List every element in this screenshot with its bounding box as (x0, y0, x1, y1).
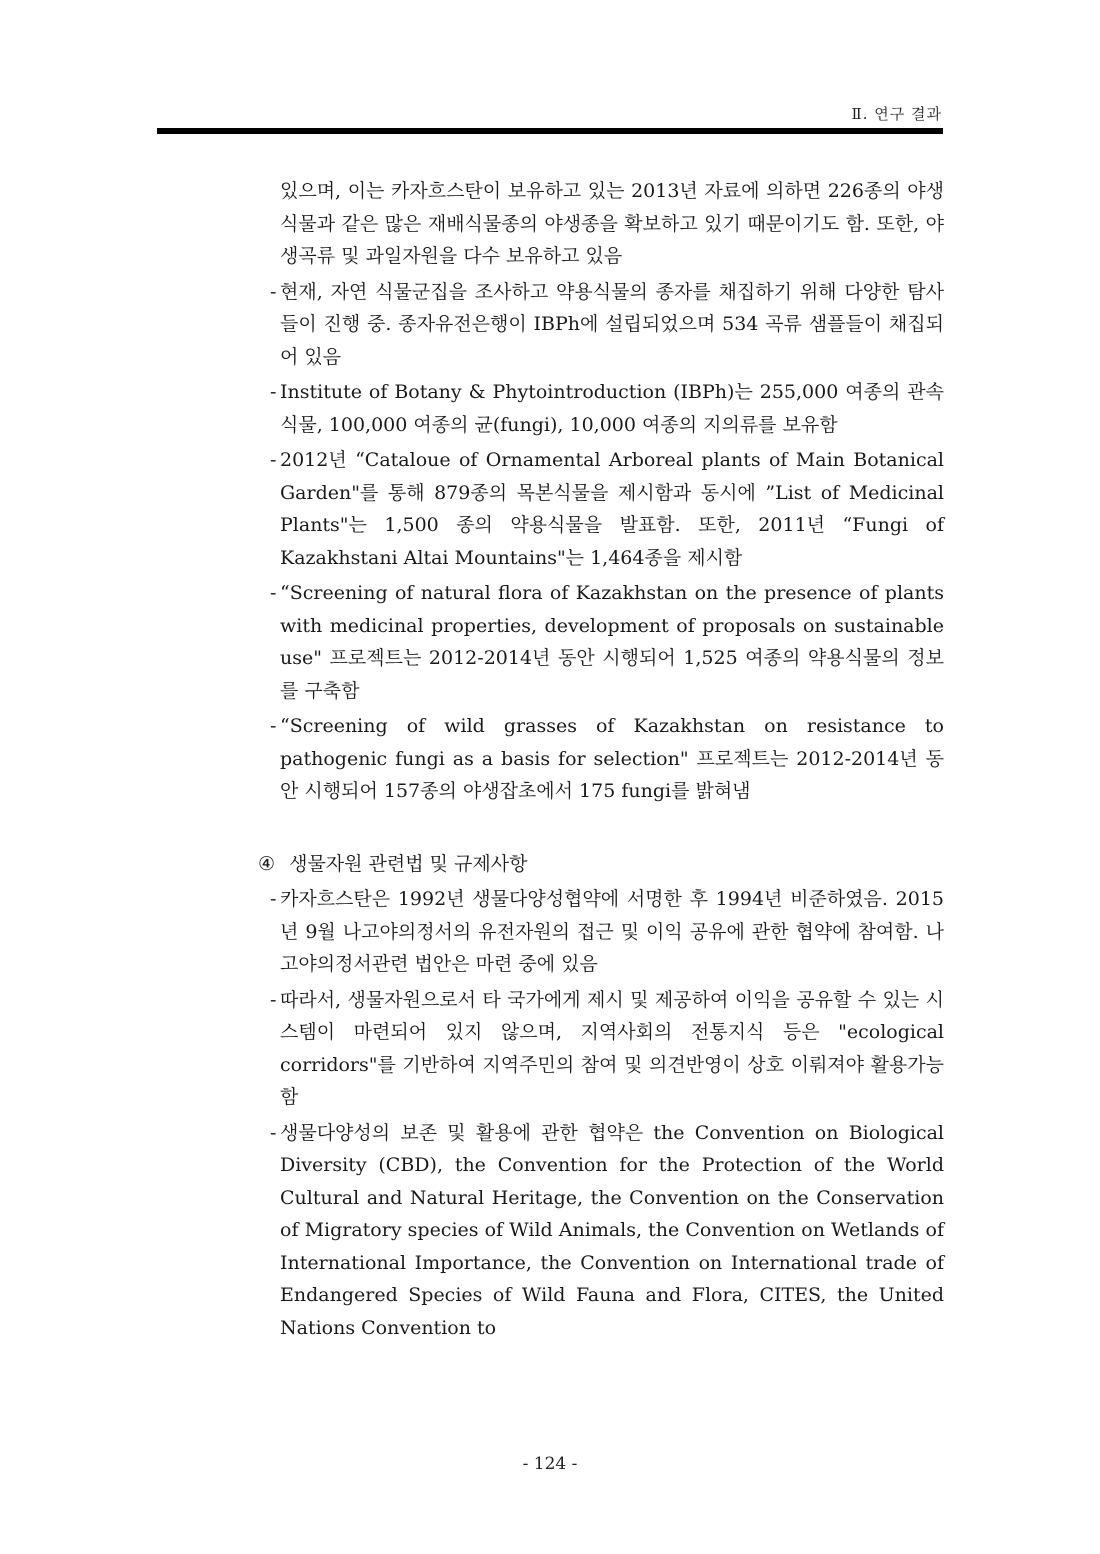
bullet-text: 카자흐스탄은 1992년 생물다양성협약에 서명한 후 1994년 비준하였음. 2015년 9월 나고야의정서의 유전자원의 접근 및 이익 공유에 관한 협약에 참여함. 나고야의정서관련 법안은 마련 중에 있음 (280, 888, 944, 975)
bullet-text: “Screening of natural flora of Kazakhstan on the presence of plants with medicinal properties, development of proposals on sustainable use" 프로젝트는 2012-2014년 동안 시행되어 1,525 여종의 약용식물의 정보를 구축함 (280, 582, 944, 702)
page-number: - 124 - (522, 1454, 578, 1474)
dash-marker: - (270, 888, 277, 910)
dash-marker: - (270, 1121, 277, 1144)
dash-marker: - (270, 381, 277, 403)
bullet-item (258, 444, 944, 574)
dash-marker: - (270, 449, 277, 471)
dash-marker: - (270, 280, 277, 303)
section-heading (258, 848, 944, 881)
bullet-text: Institute of Botany & Phytointroduction (IBPh)는 255,000 여종의 관속식물, 100,000 여종의 균(fungi), 10,000 여종의 지의류를 보유함 (280, 381, 944, 436)
bullet-text: 현재, 자연 식물군집을 조사하고 약용식물의 종자를 채집하기 위해 다양한 탐사들이 진행 중. 종자유전은행이 IBPh에 설립되었으며 534 곡류 샘플들이 채집되어 있음 (280, 280, 944, 368)
section-number: ④ (258, 852, 276, 875)
header-rule (157, 128, 943, 134)
dash-marker: - (270, 715, 277, 737)
dash-marker: - (270, 582, 277, 604)
bullet-item (258, 276, 944, 374)
bullet-text: 2012년 “Cataloue of Ornamental Arboreal plants of Main Botanical Garden"를 통해 879종의 목본식물을 제시함과 동시에 ”List of Medicinal Plants"는 1,500 종의 약용식물을 발표함. 또한, 2011년 “Fungi of Kazakhstani Altai Mountains"는 1,464종을 제시함 (280, 449, 944, 569)
bullet-text: 따라서, 생물자원으로서 타 국가에게 제시 및 제공하여 이익을 공유할 수 있는 시스템이 마련되어 있지 않으며, 지역사회의 전통지식 등은 "ecological corridors"를 기반하여 지역주민의 참여 및 의견반영이 상호 이뤄져야 활용가능함 (280, 988, 944, 1108)
bullet-item (258, 984, 944, 1114)
bullet-item (258, 883, 944, 981)
page-content (258, 175, 944, 1344)
intro-paragraph: 있으며, 이는 카자흐스탄이 보유하고 있는 2013년 자료에 의하면 226종의 야생식물과 같은 많은 재배식물종의 야생종을 확보하고 있기 때문이기도 함. 또한, 야생곡류 및 과일자원을 다수 보유하고 있음 (280, 180, 944, 267)
running-header: Ⅱ. 연구 결과 (851, 105, 942, 123)
section-title: 생물자원 관련법 및 규제사항 (289, 852, 528, 875)
bullet-text: 생물다양성의 보존 및 활용에 관한 협약은 the Convention on Biological Diversity (CBD), the Convention for the Protection of the World Cultural and Natural Heritage, the Convention on the Conservation of Migratory species of Wild Animals, the Convention on Wetlands of International Importance, the Convention on International trade of Endangered Species of Wild Fauna and Flora, CITES, the United Nations Convention to (280, 1121, 944, 1339)
bullet-item (258, 577, 944, 707)
dash-marker: - (270, 988, 277, 1011)
bullet-text: “Screening of wild grasses of Kazakhstan on resistance to pathogenic fungi as a basis for selection" 프로젝트는 2012-2014년 동안 시행되어 157종의 야생잡초에서 175 fungi를 밝혀냄 (280, 715, 944, 802)
bullet-item (258, 1117, 944, 1345)
bullet-item (258, 710, 944, 808)
bullet-item (258, 376, 944, 441)
